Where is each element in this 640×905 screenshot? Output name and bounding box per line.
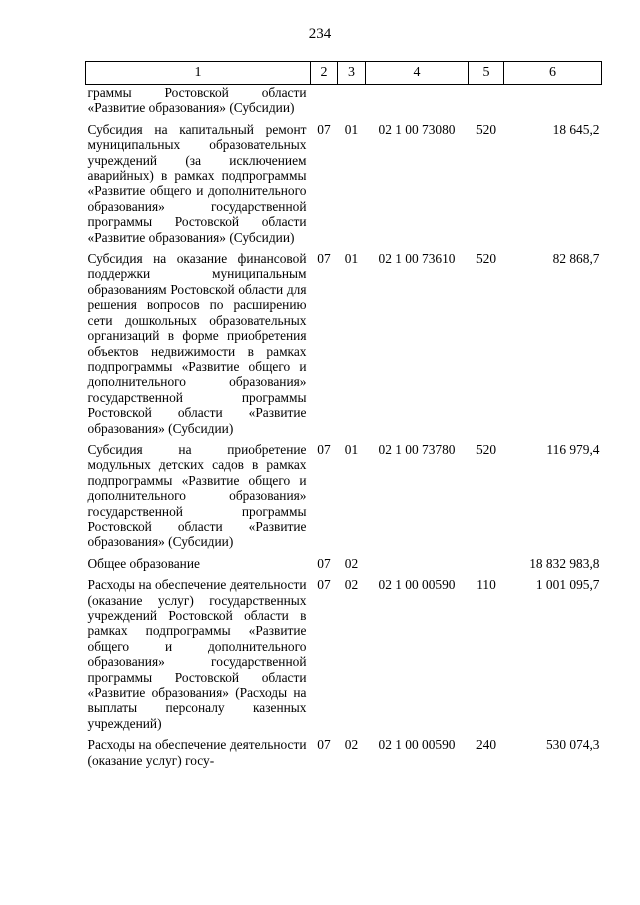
expense-type-code: 520 [475,441,497,457]
amount: 82 868,7 [552,251,600,267]
amount: 530 074,3 [545,737,600,753]
expense-type-code [469,550,504,571]
table-row [86,731,602,768]
target-article-code: 02 1 00 00590 [378,577,456,593]
subsection-code: 02 [344,737,359,753]
section-code: 07 [317,121,331,137]
budget-table [85,61,602,768]
expense-type-code [469,85,504,116]
table-header [86,62,602,85]
section-code: 07 [317,441,331,457]
section-code: 07 [317,555,331,571]
table-body [86,85,602,769]
table-row [86,245,602,436]
row-description: граммы Ростовской области «Развитие образования» (Субсидии) [87,85,307,116]
section-code: 07 [317,737,331,753]
amount: 18 645,2 [552,121,600,137]
expense-type-code: 110 [476,577,496,593]
column-header: 3 [338,62,366,85]
expense-type-code: 520 [475,251,497,267]
subsection-code: 01 [344,251,359,267]
page-number: 234 [308,26,332,42]
expense-type-code: 520 [475,121,497,137]
column-header: 5 [469,62,504,85]
amount: 1 001 095,7 [535,577,600,593]
subsection-code: 02 [344,555,359,571]
column-header: 6 [504,62,602,85]
section-code: 07 [317,577,331,593]
row-description: Субсидия на оказание финансовой поддержки муниципальным образованиям Ростовской области для решения вопросов по расширению сети дошкольных образовательных организаций в форме приобретения объектов недвижимости в рамках подпрограммы «Развитие общего и дополнительного образования» государственной программы Ростовской области «Развитие образования» (Субсидии) [87,251,307,436]
amount [504,85,602,116]
amount: 18 832 983,8 [529,555,600,571]
column-header: 4 [366,62,469,85]
row-description: Субсидия на капитальный ремонт муниципальных образовательных учреждений (за исключением аварийных) в рамках подпрограммы «Развитие общего и дополнительного образования» государственной программы Ростовской области «Развитие образования» (Субсидии) [87,121,307,245]
subsection-code [338,85,366,116]
table-row [86,116,602,245]
section-code: 07 [317,251,331,267]
row-description: Субсидия на приобретение модульных детских садов в рамках подпрограммы «Развитие общего и дополнительного образования» государственной программы Ростовской области «Развитие образования» (Субсидии) [87,441,307,550]
target-article-code: 02 1 00 00590 [378,737,456,753]
table-row [86,550,602,571]
target-article-code [366,85,469,116]
target-article-code: 02 1 00 73080 [378,121,456,137]
row-description: Общее образование [87,555,200,571]
subsection-code: 02 [344,577,359,593]
expense-type-code: 240 [475,737,497,753]
table-row [86,571,602,731]
amount: 116 979,4 [546,441,600,457]
row-description: Расходы на обеспечение деятельности (оказание услуг) государственных учреждений Ростовской области в рамках подпрограммы «Развитие общего и дополнительного образования» государственной программы Ростовской области «Развитие образования» (Расходы на выплаты персоналу казенных учреждений) [87,577,307,731]
section-code [311,85,338,116]
row-description: Расходы на обеспечение деятельности (оказание услуг) госу- [87,737,307,768]
target-article-code: 02 1 00 73610 [378,251,456,267]
target-article-code: 02 1 00 73780 [378,441,456,457]
subsection-code: 01 [344,121,359,137]
table-row [86,85,602,116]
column-header: 1 [86,62,311,85]
column-header: 2 [311,62,338,85]
target-article-code [366,550,469,571]
table-row [86,436,602,550]
subsection-code: 01 [344,441,359,457]
